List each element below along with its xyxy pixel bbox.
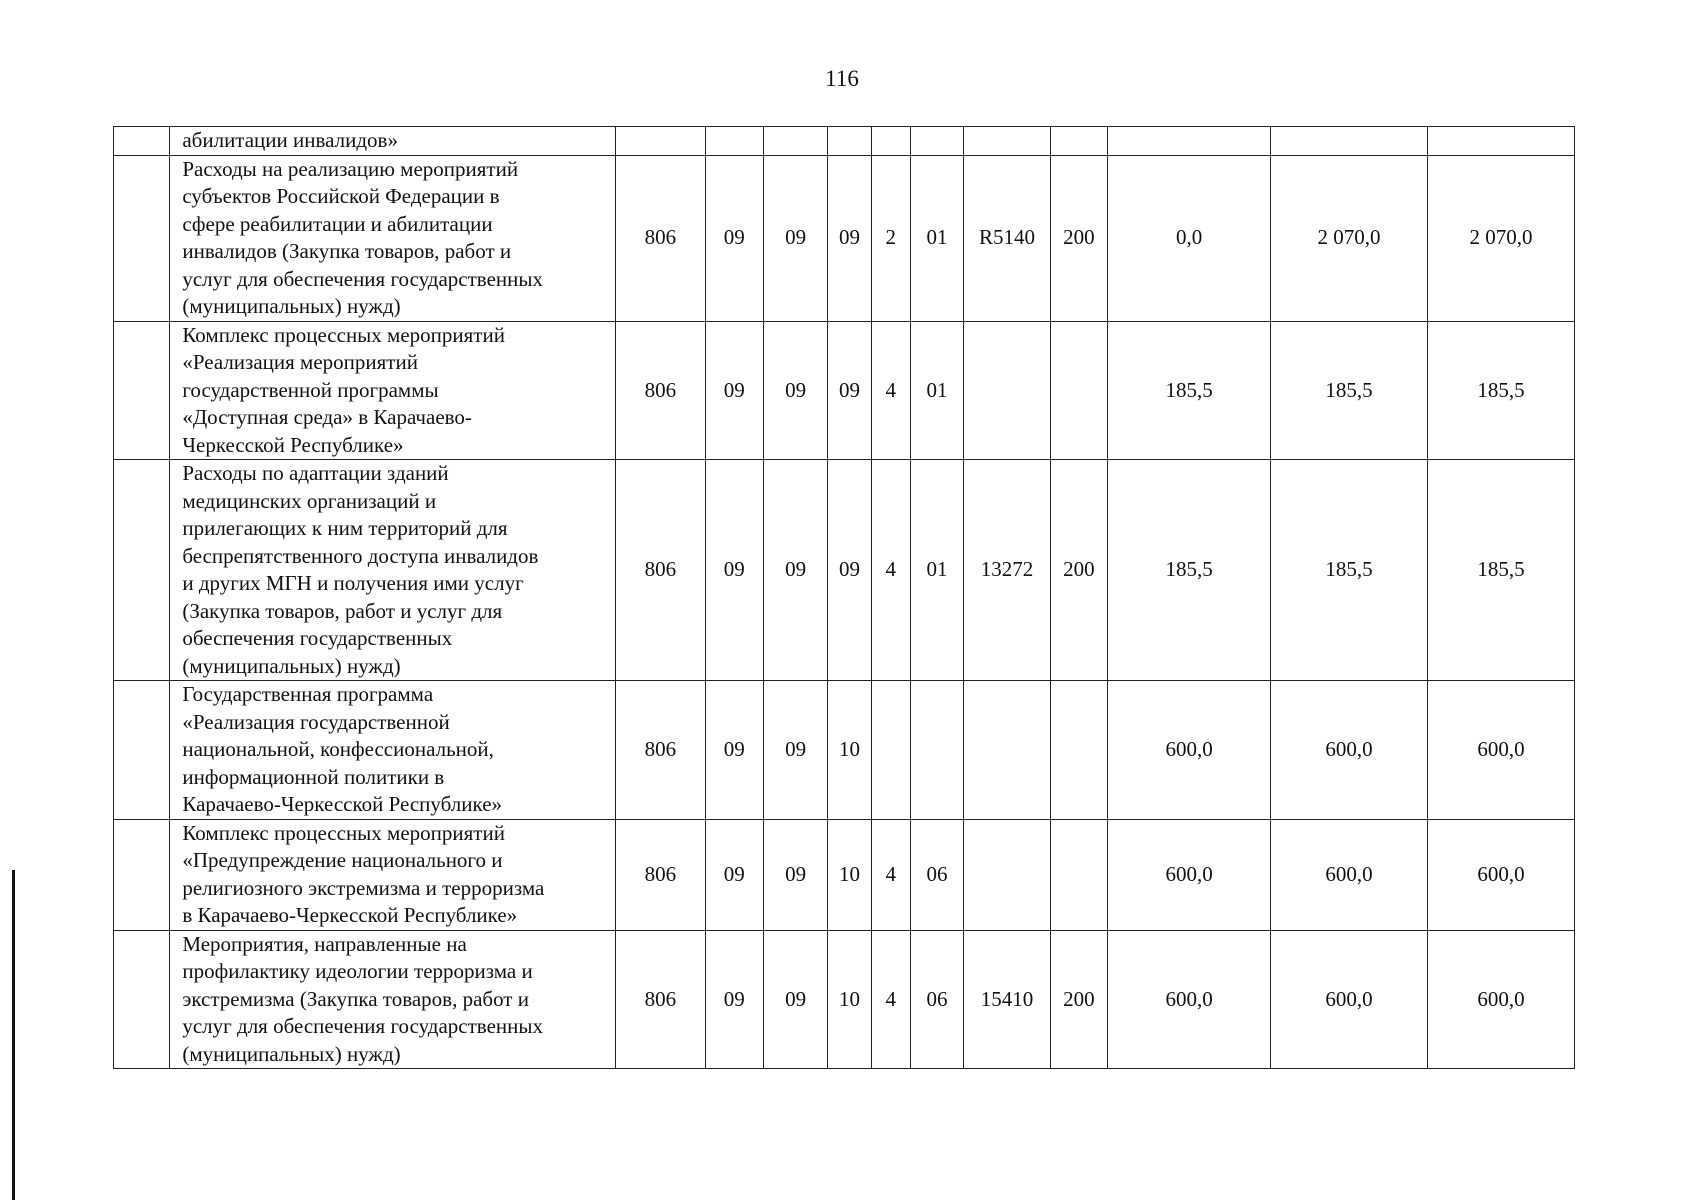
cell-year-3: 185,5 [1428,321,1575,460]
name-line: информационной политики в [182,764,445,789]
name-line: Мероприятия, направленные на [182,931,467,956]
cell-gr: 806 [616,321,706,460]
cell-program: 10 [828,681,871,820]
name-line: Расходы на реализацию мероприятий [182,156,519,181]
cell-subprogram: 4 [871,460,910,681]
cell-program [828,127,871,156]
cell-subprogram: 4 [871,321,910,460]
cell-expense-type: 200 [1050,460,1107,681]
cell-year-3: 185,5 [1428,460,1575,681]
cell-razdel: 09 [705,460,763,681]
cell-subprogram [871,127,910,156]
name-line: (муниципальных) нужд) [182,294,401,318]
cell-year-3: 600,0 [1428,681,1575,820]
name-line: и других МГН и получения ими услуг [182,571,524,595]
cell-razdel: 09 [705,681,763,820]
cell-year-2: 185,5 [1271,460,1428,681]
cell-row-number [114,321,170,460]
cell-direction: 15410 [964,930,1051,1069]
cell-row-number [114,681,170,820]
cell-year-2: 185,5 [1271,321,1428,460]
cell-gr: 806 [616,681,706,820]
cell-program: 09 [828,460,871,681]
name-line: религиозного экстремизма и терроризма [182,875,545,900]
cell-row-number [114,155,170,321]
cell-year-1 [1108,127,1271,156]
cell-gr: 806 [616,819,706,930]
cell-year-1: 185,5 [1108,460,1271,681]
cell-subprogram [871,681,910,820]
cell-subprogram: 4 [871,819,910,930]
cell-row-number [114,819,170,930]
cell-name [170,819,616,930]
cell-year-1: 600,0 [1108,819,1271,930]
cell-year-2: 600,0 [1271,930,1428,1069]
name-line: «Реализация мероприятий [182,350,418,374]
cell-name [170,460,616,681]
cell-razdel: 09 [705,155,763,321]
cell-razdel: 09 [705,321,763,460]
cell-subprogram: 2 [871,155,910,321]
cell-direction: R5140 [964,155,1051,321]
cell-name [170,681,616,820]
cell-name [170,930,616,1069]
cell-event: 01 [910,460,963,681]
cell-razdel [705,127,763,156]
cell-razdel: 09 [705,930,763,1069]
name-line: Карачаево-Черкесской Республике» [182,792,503,816]
table-body [114,127,1575,1069]
cell-year-3 [1428,127,1575,156]
cell-direction [964,681,1051,820]
table-row [114,321,1575,460]
cell-expense-type [1050,321,1107,460]
cell-subprogram: 4 [871,930,910,1069]
cell-podrazdel: 09 [763,321,827,460]
name-line: Государственная программа [182,682,434,706]
table-row [114,930,1575,1069]
name-line: беспрепятственного доступа инвалидов [182,543,539,568]
cell-direction [964,127,1051,156]
cell-podrazdel: 09 [763,930,827,1069]
name-line: «Предупреждение национального и [182,848,503,872]
name-line: Расходы по адаптации зданий [182,461,449,485]
cell-expense-type: 200 [1050,155,1107,321]
page-number: 116 [825,66,859,91]
name-line: услуг для обеспечения государственных [182,266,543,291]
table-row [114,460,1575,681]
cell-year-1: 600,0 [1108,930,1271,1069]
name-line: абилитации инвалидов» [182,128,398,152]
cell-podrazdel: 09 [763,681,827,820]
name-line: (муниципальных) нужд) [182,653,401,678]
cell-year-1: 0,0 [1108,155,1271,321]
name-line: экстремизма (Закупка товаров, работ и [182,986,529,1011]
cell-event: 01 [910,155,963,321]
cell-direction [964,321,1051,460]
name-line: в Карачаево-Черкесской Республике» [182,903,518,927]
cell-expense-type: 200 [1050,930,1107,1069]
cell-name [170,155,616,321]
cell-year-1: 185,5 [1108,321,1271,460]
cell-year-2: 600,0 [1271,819,1428,930]
name-line: «Реализация государственной [182,709,450,734]
cell-name [170,127,616,156]
name-line: услуг для обеспечения государственных [182,1014,543,1038]
cell-event: 01 [910,321,963,460]
cell-expense-type [1050,819,1107,930]
table-row [114,155,1575,321]
scan-margin-line [12,870,15,1200]
cell-expense-type [1050,681,1107,820]
cell-podrazdel: 09 [763,460,827,681]
name-line: сфере реабилитации и абилитации [182,211,493,236]
cell-name [170,321,616,460]
cell-podrazdel: 09 [763,819,827,930]
cell-gr [616,127,706,156]
cell-year-2 [1271,127,1428,156]
name-line: Комплекс процессных мероприятий [182,820,505,845]
cell-program: 10 [828,930,871,1069]
cell-razdel: 09 [705,819,763,930]
name-line: субъектов Российской Федерации в [182,184,500,208]
cell-year-3: 600,0 [1428,930,1575,1069]
cell-event [910,127,963,156]
cell-direction: 13272 [964,460,1051,681]
name-line: национальной, конфессиональной, [182,737,494,761]
cell-program: 10 [828,819,871,930]
cell-year-1: 600,0 [1108,681,1271,820]
name-line: (Закупка товаров, работ и услуг для [182,598,503,623]
cell-program: 09 [828,321,871,460]
budget-table [113,126,1575,1069]
cell-year-3: 2 070,0 [1428,155,1575,321]
cell-row-number [114,460,170,681]
table-row [114,819,1575,930]
cell-year-2: 600,0 [1271,681,1428,820]
cell-gr: 806 [616,460,706,681]
cell-gr: 806 [616,155,706,321]
cell-event [910,681,963,820]
name-line: Комплекс процессных мероприятий [182,322,505,347]
cell-row-number [114,127,170,156]
name-line: государственной программы [182,377,439,402]
cell-row-number [114,930,170,1069]
name-line: (муниципальных) нужд) [182,1041,401,1066]
table-row [114,681,1575,820]
cell-program: 09 [828,155,871,321]
name-line: медицинских организаций и [182,488,437,513]
cell-event: 06 [910,819,963,930]
cell-gr: 806 [616,930,706,1069]
cell-year-3: 600,0 [1428,819,1575,930]
cell-year-2: 2 070,0 [1271,155,1428,321]
name-line: обеспечения государственных [182,626,453,650]
cell-event: 06 [910,930,963,1069]
cell-podrazdel: 09 [763,155,827,321]
cell-expense-type [1050,127,1107,156]
table-row [114,127,1575,156]
name-line: «Доступная среда» в Карачаево- [182,405,472,429]
name-line: прилегающих к ним территорий для [182,516,508,540]
name-line: профилактику идеологии терроризма и [182,959,533,983]
name-line: Черкесской Республике» [182,432,404,457]
name-line: инвалидов (Закупка товаров, работ и [182,239,512,263]
cell-direction [964,819,1051,930]
cell-podrazdel [763,127,827,156]
